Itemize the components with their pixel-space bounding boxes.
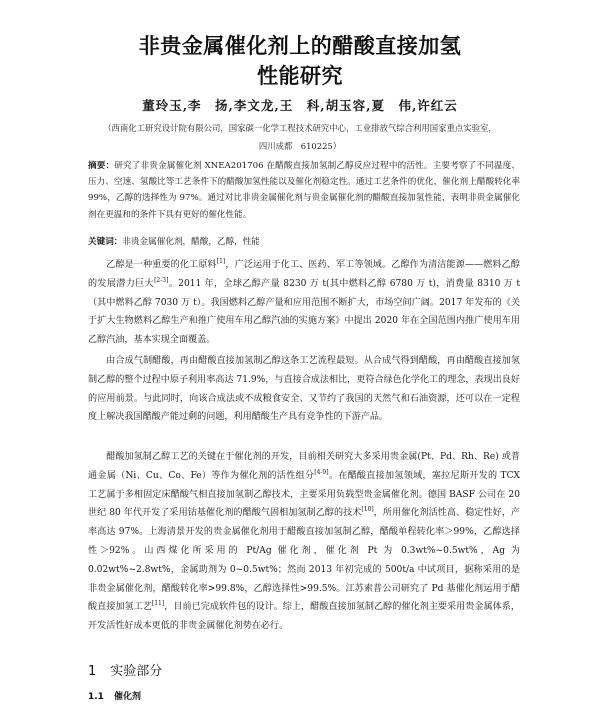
keywords-text: 非贵金属催化剂，醋酸，乙醇，性能 xyxy=(122,237,260,247)
para3-text-c: ，所用催化剂活性高、稳定性好，产率高达 97%。上海清景开发的贵金属催化剂用于醋酸直接加氢制乙醇，醋酸单程转化率＞99%，乙醇选择性＞92%。山西煤化所采用的 Pt/Ag 催化剂，催化剂 Pt 为 0.3wt%~0.5wt%，Ag 为 0.02wt%~2.8wt%，金属助剂为 0~0.5wt%；然而 2013 年初完成的 500t/a 中试项目，据称采用的是非贵金属催化剂，醋酸转化率>99.8%，乙醇选择性>99.5%。江苏索普公司研究了 Pd 基催化剂运用于醋酸直接加氢工艺 xyxy=(88,508,520,613)
subsection-title: 催化剂 xyxy=(113,692,141,702)
citation-ref[interactable]: [2-3] xyxy=(154,276,169,284)
para1-text-a: 乙醇是一种重要的化工原料 xyxy=(106,260,217,270)
affiliation-line-1: （西南化工研究设计院有限公司，国家碳一化学工程技术研究中心，工业排放气综合利用国家重点实验室， xyxy=(103,123,497,133)
para3-text-a: 醋酸加氢制乙醇工艺的关键在于催化剂的开发，目前相关研究大多采用贵金属(Pt、Pd、Rh、Re) 或普通金属（Ni、Cu、Co、Fe）等作为催化剂的活性组分 xyxy=(88,452,520,481)
paragraph-2: 由合成气制醋酸，再由醋酸直接加氢制乙醇这条工艺流程最短。从合成气得到醋酸，再由醋酸直接加氢制乙醇的整个过程中原子利用率高达 71.9%，与直接合成法相比，更符合绿色化学化工的理念，表现出良好的应用前景。与此同时，向该合成法或不成粮食安全、又节约了我国的天然气和石油资源，还可以在一定程度上解决我国醋酸产能过剩的问题，利用醋酸生产具有竞争性的下游产品。 xyxy=(88,356,520,423)
paragraph-3 xyxy=(88,448,520,636)
section-title: 实验部分 xyxy=(110,664,163,679)
citation-ref[interactable]: [10] xyxy=(361,506,374,514)
authors: 董玲玉,李 扬,李文龙,王 科,胡玉容,夏 伟,许红云 xyxy=(142,98,458,113)
paper-title-line-1: 非贵金属催化剂上的醋酸直接加氢 xyxy=(138,34,462,58)
citation-ref[interactable]: [11] xyxy=(151,600,165,608)
citation-ref[interactable]: [1] xyxy=(216,257,226,265)
para1-text-c: 。2011 年，全球乙醇产量 8230 万 t(其中燃料乙醇 6780 万 t)，消费量 8310 万 t（其中燃料乙醇 7030 万 t）。我国燃料乙醇产量和应用范围不断扩大，市场空间广阔。2017 年发布的《关于扩大生物燃料乙醇生产和推广使用车用乙醇汽油的实施方案》中提出 2020 年在全国范围内推广使用车用乙醇汽油，基本实现全面覆盖。 xyxy=(88,278,520,346)
section-heading xyxy=(88,660,162,679)
abstract-label: 摘要： xyxy=(88,161,115,171)
keywords-label: 关键词： xyxy=(88,237,123,247)
keywords xyxy=(88,234,520,250)
paper-title-line-2: 性能研究 xyxy=(257,64,343,88)
section-number: 1 xyxy=(88,664,97,679)
paragraph-1 xyxy=(88,256,520,350)
para1-text-b: ，广泛运用于化工、医药、军工等领域。乙醇作为清洁能源——燃料乙醇的发展潜力巨大 xyxy=(88,260,520,289)
abstract-text: 研究了非贵金属催化剂 XNEA201706 在醋酸直接加氢制乙醇反应过程中的活性。主要考察了不同温度、压力、空速、氢酸比等工艺条件下的醋酸加氢性能以及催化剂稳定性。通过工艺条件的优化，催化剂上醋酸转化率 99%，乙醇的选择性为 97%。通过对比非贵金属催化剂与贵金属催化剂的醋酸直接加氢性能，表明非贵金属催化剂在更温和的条件下具有更好的催化性能。 xyxy=(88,161,520,220)
para3-text-d: ，目前已完成软件包的设计。综上，醋酸直接加氢制乙醇的催化剂主要采用贵金属体系，开发活性好成本更低的非贵金属催化剂势在必行。 xyxy=(88,602,520,632)
abstract xyxy=(88,158,520,223)
subsection-number: 1.1 xyxy=(88,692,104,702)
citation-ref[interactable]: [4-9] xyxy=(314,468,329,476)
affiliation-line-2: 四川成都 610225） xyxy=(258,141,342,151)
para3-text-b: 。在醋酸直接加氢领域，塞拉尼斯开发的 TCX 工艺属于多相固定床醋酸气相直接加氢制乙醇技术，主要采用负载型贵金属催化剂。德国 BASF 公司在 20 世纪 80 年代开发了采用钴基催化剂的醋酸气固相加氢制乙醇的技术 xyxy=(88,470,520,519)
subsection-heading xyxy=(88,689,141,702)
